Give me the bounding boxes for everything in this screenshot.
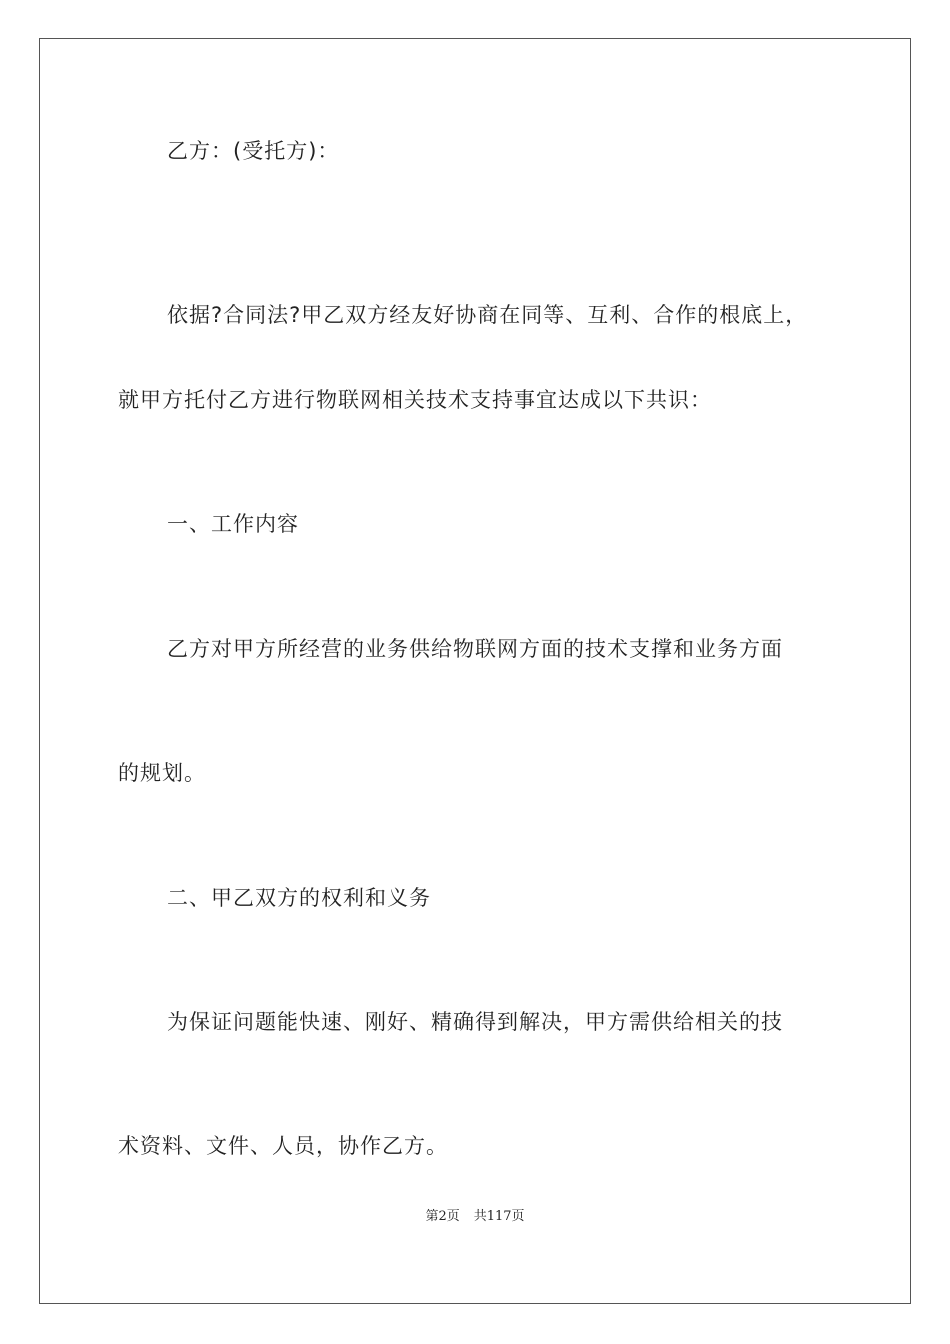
page-frame xyxy=(39,38,911,1304)
work-content-line-2: 的规划。 xyxy=(118,761,206,785)
page-number: 第2页 xyxy=(425,1209,460,1224)
party-b-line: 乙方：(受托方)： xyxy=(167,139,340,163)
section-heading-work-content: 一、工作内容 xyxy=(167,512,299,536)
work-content-line-1: 乙方对甲方所经营的业务供给物联网方面的技术支撑和业务方面 xyxy=(167,637,783,661)
page-footer xyxy=(0,1205,950,1224)
page-total: 共117页 xyxy=(473,1209,525,1224)
rights-line-1: 为保证问题能快速、刚好、精确得到解决，甲方需供给相关的技 xyxy=(167,1010,783,1034)
preamble-line-1: 依据?合同法?甲乙双方经友好协商在同等、互利、合作的根底上， xyxy=(167,303,808,327)
rights-line-2: 术资料、文件、人员，协作乙方。 xyxy=(118,1134,448,1158)
preamble-line-2: 就甲方托付乙方进行物联网相关技术支持事宜达成以下共识： xyxy=(118,388,712,412)
section-heading-rights-obligations: 二、甲乙双方的权利和义务 xyxy=(167,886,431,910)
